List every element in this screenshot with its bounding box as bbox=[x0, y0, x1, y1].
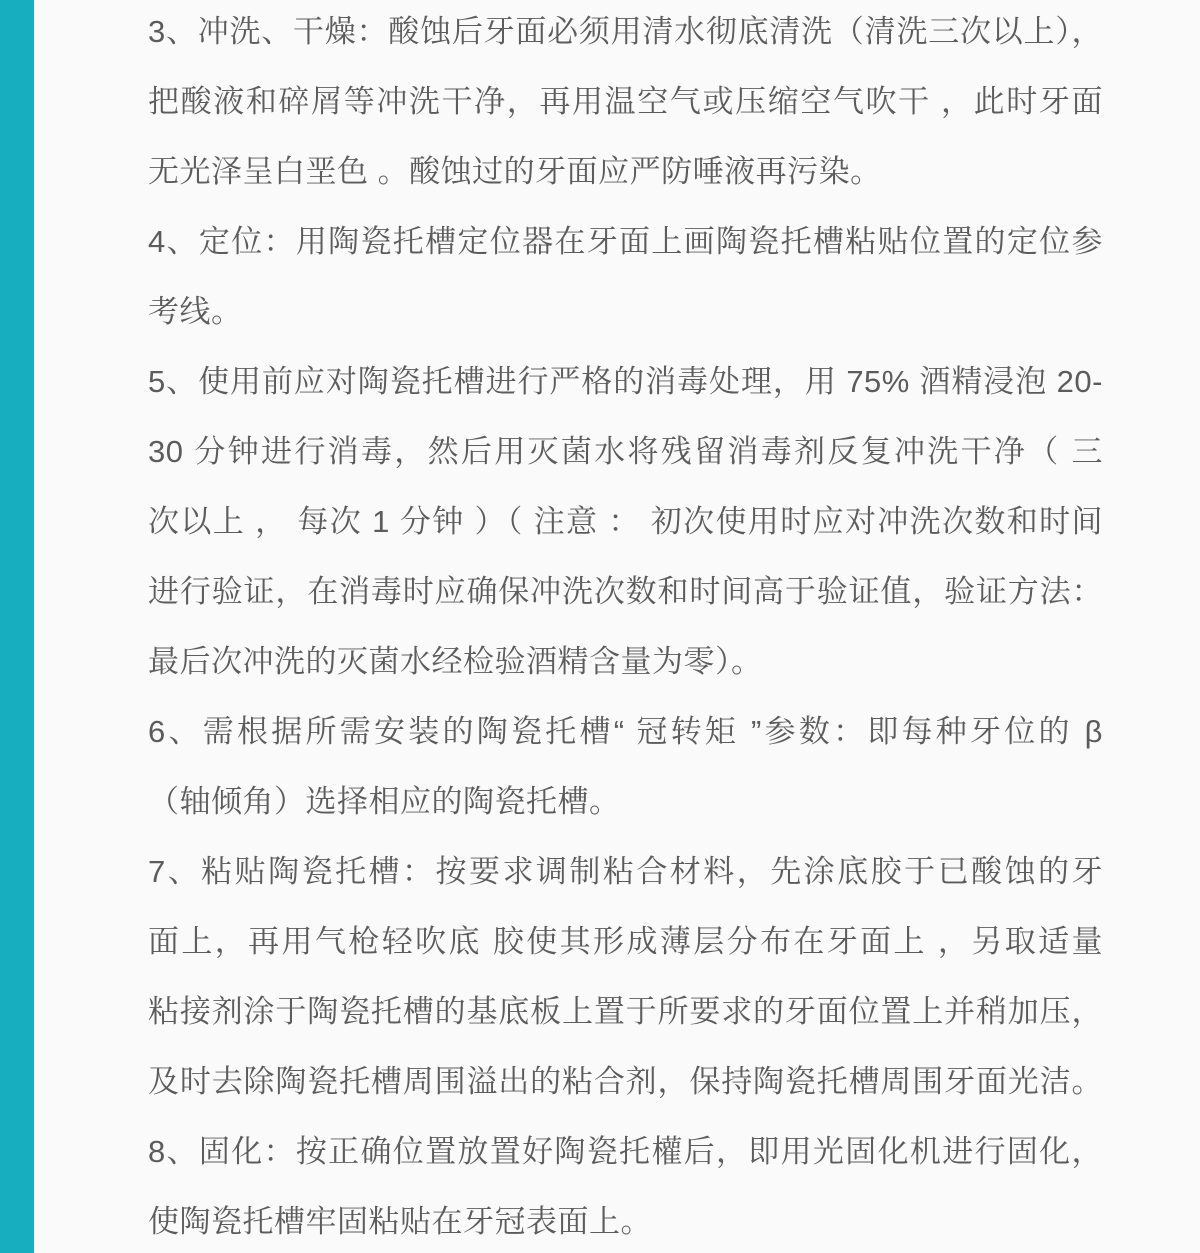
document-text bbox=[148, 0, 1103, 1253]
text-line: 4、定位：用陶瓷托槽定位器在牙面上画陶瓷托槽粘贴位置的定位参 bbox=[148, 224, 1103, 259]
left-accent-bar bbox=[0, 0, 34, 1253]
text-line: 及时去除陶瓷托槽周围溢出的粘合剂，保持陶瓷托槽周围牙面光洁。 bbox=[148, 1064, 1103, 1099]
text-line: （轴倾角）选择相应的陶瓷托槽。 bbox=[148, 784, 621, 819]
text-line: 8、固化：按正确位置放置好陶瓷托權后，即用光固化机进行固化， bbox=[148, 1134, 1103, 1169]
text-line: 7、粘贴陶瓷托槽：按要求调制粘合材料，先涂底胶于已酸蚀的牙 bbox=[148, 854, 1103, 889]
text-line: 考线。 bbox=[148, 294, 243, 329]
text-line: 5、使用前应对陶瓷托槽进行严格的消毒处理，用 75% 酒精浸泡 20- bbox=[148, 364, 1103, 399]
text-line: 无光泽呈白垩色 。酸蚀过的牙面应严防唾液再污染。 bbox=[148, 154, 882, 189]
text-line: 把酸液和碎屑等冲洗干净，再用温空气或压缩空气吹干 ，此时牙面 bbox=[148, 84, 1103, 119]
text-line: 3、冲洗、干燥：酸蚀后牙面必须用清水彻底清洗（清洗三次以上）， bbox=[148, 14, 1103, 49]
text-line: 使陶瓷托槽牢固粘贴在牙冠表面上。 bbox=[148, 1204, 652, 1239]
text-line: 面上，再用气枪轻吹底 胶使其形成薄层分布在牙面上 ，另取适量 bbox=[148, 924, 1103, 959]
text-line: 粘接剂涂于陶瓷托槽的基底板上置于所要求的牙面位置上并稍加压， bbox=[148, 994, 1103, 1029]
text-line: 6、需根据所需安装的陶瓷托槽“ 冠转矩 ”参数：即每种牙位的 β bbox=[148, 714, 1103, 749]
text-line: 最后次冲洗的灭菌水经检验酒精含量为零）。 bbox=[148, 644, 763, 679]
text-line: 次以上 ， 每次 1 分钟 ）（ 注意 ： 初次使用时应对冲洗次数和时间 bbox=[148, 504, 1103, 539]
text-line: 30 分钟进行消毒，然后用灭菌水将残留消毒剂反复冲洗干净（ 三 bbox=[148, 434, 1103, 469]
text-line: 进行验证，在消毒时应确保冲洗次数和时间高于验证值，验证方法： bbox=[148, 574, 1103, 609]
